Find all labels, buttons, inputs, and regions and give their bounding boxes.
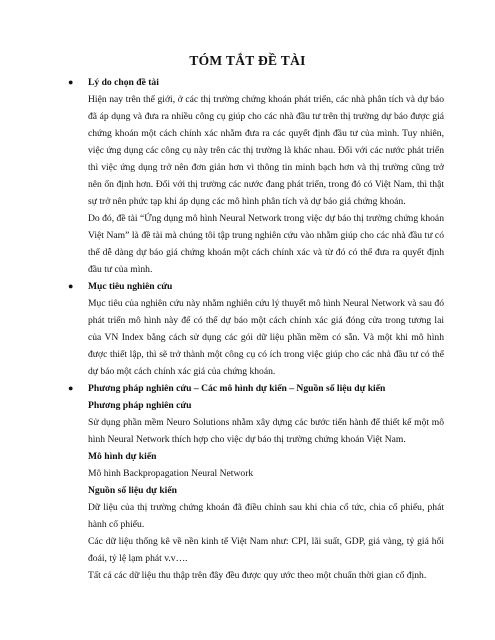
paragraph: Hiện nay trên thế giới, ở các thị trường chứng khoán phát triển, các nhà phân tích và dự báo đã áp dụng và đưa ra nhiều công cụ giúp cho các nhà đầu tư trên thị trường dự báo được giá chứng khoán một cách chính xác nhằm đưa ra các quyết định đầu tư của mình. Tuy nhiên, việc ứng dụng các công cụ này trên các thị trường là khác nhau. Đối với các nước phát triển thì việc ứng dụng trở nên đơn giản hơn vì thông tin minh bạch hơn và thị trường cũng trở nên ổn định hơn. Đối với thị trường các nước đang phát triển, trong đó có Việt Nam, thì thật sự trở nên phức tạp khi áp dụng các mô hình phân tích và dự báo giá chứng khoán. (88, 94, 444, 207)
section-heading: Phương pháp nghiên cứu – Các mô hình dự kiến – Nguồn số liệu dự kiến (88, 383, 386, 394)
subsection-heading: Mô hình dự kiến (88, 451, 157, 462)
bullet-icon: ● (68, 383, 74, 393)
paragraph: Các dữ liệu thống kê về nền kinh tế Việt Nam như: CPI, lãi suất, GDP, giá vàng, tỷ giá hối đoái, tỷ lệ lạm phát v.v…. (88, 536, 444, 564)
subsection-heading: Phương pháp nghiên cứu (88, 400, 192, 411)
subsection-heading: Nguồn số liệu dự kiến (88, 485, 177, 496)
section-methods (68, 380, 444, 584)
page-title: TÓM TẮT ĐỀ TÀI (189, 53, 306, 68)
section-objectives (68, 278, 444, 380)
bullet-icon: ● (68, 77, 74, 87)
bullet-icon: ● (68, 281, 74, 291)
paragraph: Tất cả các dữ liệu thu thập trên đây đều được quy ước theo một chuẩn thời gian cố định. (88, 570, 427, 581)
document-body (68, 74, 444, 584)
section-heading: Lý do chọn đề tài (88, 77, 159, 88)
paragraph: Dữ liệu của thị trường chứng khoán đã điều chỉnh sau khi chia cổ tức, chia cổ phiếu, phát hành cổ phiếu. (88, 502, 444, 530)
paragraph: Mục tiêu của nghiên cứu này nhằm nghiên cứu lý thuyết mô hình Neural Network và sau đó phát triển mô hình này để có thể dự báo một cách chính xác giá đóng cửa trong tương lai của VN Index bằng cách sử dụng các gói dữ liệu phần mềm có sẵn. Và một khi mô hình được thiết lập, thì sẽ trở thành một công cụ có ích trong việc giúp cho các nhà đầu tư có thể dự báo một cách chính xác giá của chứng khoán. (88, 298, 444, 377)
paragraph: Do đó, đề tài “Ứng dụng mô hình Neural Network trong việc dự báo thị trường chứng khoán Việt Nam” là đề tài mà chúng tôi tập trung nghiên cứu vào nhằm giúp cho các nhà đầu tư có thể dễ dàng dự báo giá chứng khoán một cách chính xác và từ đó có thể đưa ra quyết định đầu tư của mình. (88, 213, 444, 275)
section-reason (68, 74, 444, 278)
paragraph: Sử dụng phần mềm Neuro Solutions nhằm xây dựng các bước tiến hành để thiết kế một mô hình Neural Network thích hợp cho việc dự báo thị trường chứng khoán Việt Nam. (88, 417, 444, 445)
section-heading: Mục tiêu nghiên cứu (88, 281, 173, 292)
paragraph: Mô hình Backpropagation Neural Network (88, 468, 254, 479)
